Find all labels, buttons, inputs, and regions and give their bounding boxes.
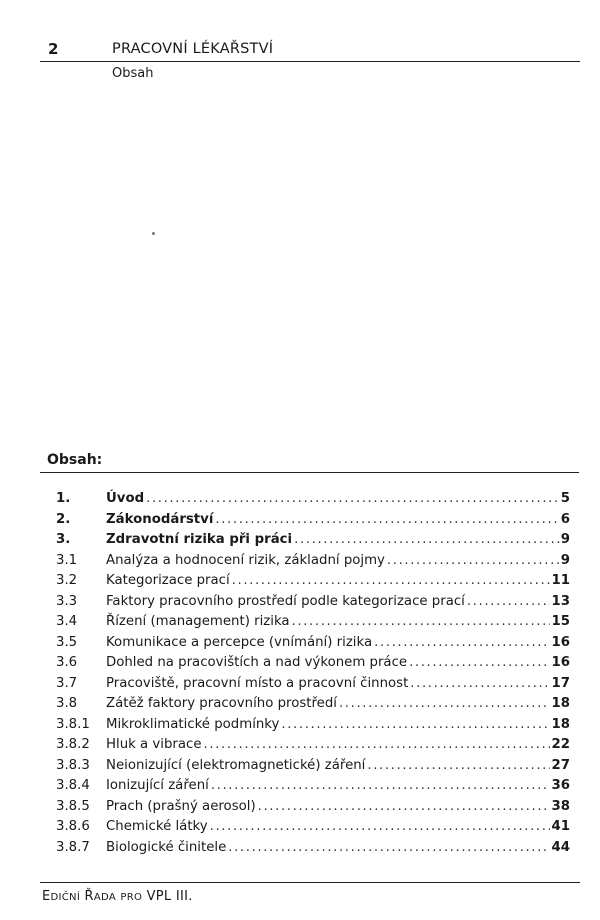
toc-entry-page: 17 [551, 675, 570, 691]
toc-entry-number: 3. [56, 532, 71, 547]
header-rule [40, 61, 580, 62]
footer-edicni-initial: E [42, 889, 51, 904]
toc-entry-page: 18 [551, 716, 570, 732]
toc-entry-number: 3.2 [56, 573, 78, 588]
toc-entry-number: 3.5 [56, 634, 78, 650]
toc-dot-leader [281, 717, 550, 732]
toc-entry-title: Pracoviště, pracovní místo a pracovní činnost [106, 675, 409, 691]
table-of-contents [56, 491, 570, 860]
toc-entry-title: Analýza a hodnocení rizik, základní pojmy [106, 552, 385, 568]
toc-entry-title: Zátěž faktory pracovního prostředí [106, 696, 337, 711]
toc-entry-page: 44 [551, 839, 570, 855]
toc-entry [56, 799, 570, 820]
toc-entry-page: 18 [551, 696, 570, 711]
toc-entry-title: Ionizující záření [106, 778, 209, 793]
toc-entry-page: 6 [560, 511, 570, 527]
toc-entry [56, 676, 570, 697]
toc-entry-title: Dohled na pracovištích a nad výkonem práce [106, 655, 408, 670]
toc-entry-page: 5 [560, 491, 570, 506]
toc-dot-leader [228, 840, 550, 855]
toc-entry-title: Prach (prašný aerosol) [106, 798, 256, 814]
toc-entry [56, 737, 570, 758]
toc-entry-page: 9 [560, 552, 570, 568]
toc-entry-page: 16 [551, 634, 570, 650]
footer-rule [40, 882, 580, 883]
toc-dot-leader [258, 799, 551, 814]
toc-entry [56, 553, 570, 574]
toc-dot-leader [210, 819, 551, 834]
toc-entry-number: 1. [56, 491, 71, 506]
toc-entry-title: Neionizující (elektromagnetické) záření [106, 757, 366, 773]
toc-dot-leader [294, 532, 560, 547]
toc-entry [56, 532, 570, 553]
toc-entry-page: 11 [551, 573, 570, 588]
toc-entry [56, 594, 570, 615]
toc-entry [56, 696, 570, 717]
toc-entry-number: 3.8.4 [56, 778, 90, 793]
toc-entry-number: 3.8.7 [56, 839, 90, 855]
toc-dot-leader [387, 553, 560, 568]
toc-entry [56, 717, 570, 738]
toc-entry-title: Úvod [106, 491, 145, 506]
scan-speck [152, 232, 155, 235]
footer-edicni-rest: DIČNÍ [50, 892, 81, 903]
toc-entry [56, 655, 570, 676]
toc-dot-leader [211, 778, 551, 793]
toc-entry-page: 41 [551, 819, 570, 834]
toc-rule [40, 472, 579, 473]
toc-entry-title: Biologické činitele [106, 839, 227, 855]
toc-entry-title: Chemické látky [106, 819, 208, 834]
toc-entry-number: 2. [56, 511, 71, 527]
toc-entry [56, 758, 570, 779]
footer-rada-rest: ADA [93, 892, 116, 903]
toc-entry-title: Zákonodárství [106, 511, 214, 527]
toc-entry-number: 3.8.3 [56, 757, 90, 773]
toc-dot-leader [292, 614, 551, 629]
toc-entry-number: 3.8.5 [56, 798, 90, 814]
toc-entry-title: Komunikace a percepce (vnímání) rizika [106, 634, 373, 650]
toc-entry-page: 27 [551, 757, 570, 773]
toc-entry-number: 3.8.1 [56, 716, 90, 732]
toc-entry-page: 36 [551, 778, 570, 793]
toc-entry-title: Řízení (management) rizika [106, 614, 290, 629]
toc-dot-leader [410, 676, 550, 691]
toc-entry-title: Hluk a vibrace [106, 737, 202, 752]
toc-entry-number: 3.6 [56, 655, 78, 670]
toc-dot-leader [409, 655, 550, 670]
section-label: Obsah [112, 66, 154, 81]
footer-pro: PRO [120, 892, 143, 903]
toc-dot-leader [215, 512, 559, 527]
toc-entry [56, 840, 570, 861]
toc-entry [56, 512, 570, 533]
toc-dot-leader [232, 573, 551, 588]
toc-entry [56, 491, 570, 512]
toc-dot-leader [146, 491, 560, 506]
toc-entry-number: 3.4 [56, 614, 78, 629]
toc-dot-leader [339, 696, 551, 711]
toc-entry-page: 16 [551, 655, 570, 670]
toc-entry-number: 3.8.2 [56, 737, 90, 752]
toc-entry-title: Kategorizace prací [106, 573, 230, 588]
toc-entry [56, 635, 570, 656]
toc-entry-page: 22 [551, 737, 570, 752]
toc-entry [56, 819, 570, 840]
toc-entry-page: 15 [551, 614, 570, 629]
footer [42, 889, 193, 904]
toc-entry-number: 3.7 [56, 675, 78, 691]
toc-dot-leader [204, 737, 551, 752]
toc-entry-number: 3.3 [56, 593, 78, 609]
toc-entry-title: Zdravotní rizika při práci [106, 532, 293, 547]
toc-entry-page: 38 [551, 798, 570, 814]
toc-entry-number: 3.8 [56, 696, 78, 711]
toc-heading: Obsah: [47, 452, 103, 468]
page-number: 2 [48, 40, 59, 58]
footer-rada-initial: Ř [84, 889, 94, 904]
toc-dot-leader [367, 758, 550, 773]
toc-entry-number: 3.1 [56, 552, 78, 568]
toc-dot-leader [467, 594, 551, 609]
toc-entry-number: 3.8.6 [56, 819, 90, 834]
toc-entry-title: Faktory pracovního prostředí podle kategorizace prací [106, 593, 465, 609]
footer-series: VPL III. [146, 889, 193, 904]
toc-dot-leader [374, 635, 550, 650]
toc-entry [56, 778, 570, 799]
toc-entry-page: 13 [551, 593, 570, 609]
running-title: PRACOVNÍ LÉKAŘSTVÍ [112, 41, 274, 57]
toc-entry [56, 614, 570, 635]
toc-entry-title: Mikroklimatické podmínky [106, 716, 280, 732]
toc-entry [56, 573, 570, 594]
toc-entry-page: 9 [560, 532, 570, 547]
